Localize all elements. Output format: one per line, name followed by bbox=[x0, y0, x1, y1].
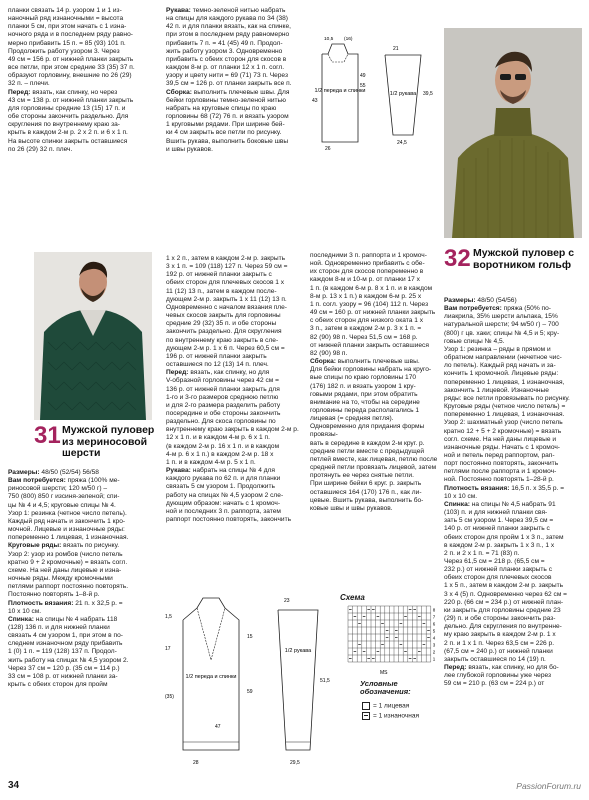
text-line: кончить 1 кромочной. Лицевые ряды: bbox=[444, 370, 559, 378]
text-line: му краю закрыть в каждом 2-м р. 1 х bbox=[444, 631, 556, 639]
scheme-ms-label: MS bbox=[380, 670, 388, 676]
top-s1-dim-26: 26 bbox=[325, 146, 331, 152]
text-line: 2 п. и 1 х 1 п. Через 63,5 см = 226 р. bbox=[444, 639, 555, 647]
text-line: цы № 4 и 4,5; круговые спицы № 4. bbox=[8, 501, 116, 509]
model-31-title: Мужской пуловер из мериносовой шерсти bbox=[62, 424, 155, 459]
top-schematic-body-label: 1/2 переда и спинки bbox=[314, 88, 366, 94]
text-line: закрыть оставшиеся по 14 (19) п. bbox=[444, 655, 546, 663]
text-line: Одновременно с началом вязания пле- bbox=[166, 303, 288, 311]
text-line: Для бейки горловины набрать на круго- bbox=[310, 366, 432, 374]
text-line: 42 п. и для планки вязать, как на спинке, bbox=[166, 23, 292, 31]
text-line: лиакрила, 35% шерсти альпака, 15% bbox=[444, 313, 558, 321]
text-line: 3 п., затем в каждом 2-м р. 3 х 1 п. = bbox=[310, 325, 422, 333]
text-line: оставшиеся по 12 (13) 14 п. плеч. bbox=[166, 361, 269, 369]
text-line: по внутреннему краю закрыть в сле- bbox=[166, 336, 279, 344]
top-s1-dim-49: 49 bbox=[360, 73, 366, 79]
text-line: 1 круговыми рядами. При ширине бей- bbox=[166, 121, 285, 129]
text-line: (67,5 см = 240 р.) от нижней планки bbox=[444, 647, 553, 655]
text-line: 11 (12) 13 п., затем в каждом после- bbox=[166, 287, 277, 295]
legend-title: Условные обозначения: bbox=[360, 679, 411, 696]
bottom-s1-dim-17: 17 bbox=[165, 646, 171, 652]
text-line: 1 х 5 п., затем в каждом 2-м р. закрыть bbox=[444, 582, 564, 590]
text-line: жить работу узором 3. Одновременно bbox=[166, 47, 283, 55]
text-line: оставшиеся 164 (170) 176 п., как ли- bbox=[310, 488, 422, 496]
text-line: 8-м р. 13 х 1 п.) в каждом 6-м р. 25 х bbox=[310, 292, 422, 300]
text-line: обратном направлении (нечетное чис- bbox=[444, 354, 562, 362]
text-line: набрать на круговые спицы по краю bbox=[166, 104, 277, 112]
text-line: 196 р. от нижней планки закрыть bbox=[166, 352, 267, 360]
top-s2-dim-39: 39,5 bbox=[423, 91, 433, 97]
text-line: с обеих сторон для низкого оката 1 х bbox=[310, 317, 423, 325]
top-s2-dim-21: 21 bbox=[393, 46, 399, 52]
text-line: Узор 2: узор из ромбов (число петель bbox=[8, 550, 123, 558]
photo-model-32 bbox=[444, 28, 582, 238]
text-line: 3 х 4 (5) п. Одновременно через 62 см = bbox=[444, 590, 568, 598]
text-line: Через 37 см = 120 р. (35 см = 114 р.) bbox=[8, 664, 120, 672]
top-s2-label: 1/2 рукава bbox=[389, 91, 417, 97]
text-line: Одновременно для придания формы провязы- bbox=[310, 423, 425, 439]
text-line: говыми рядами, при этом обратить bbox=[310, 390, 418, 398]
row-number: 3 bbox=[432, 642, 436, 648]
col4 bbox=[444, 297, 584, 689]
text-line: для горловины средние 13 (15) 17 п. и bbox=[8, 104, 126, 112]
text-line: 59 см = 210 р. (63 см = 224 р.) от bbox=[444, 680, 545, 688]
text-line: 12 х 1 п. и в каждом 4-м р. 6 х 1 п. bbox=[166, 434, 270, 442]
text-line: 1 п. согл. узору = 96 (104) 112 п. Через bbox=[310, 300, 429, 308]
text-line: Размеры: 48/50 (54/56) bbox=[444, 297, 517, 304]
text-line: натуральной шерсти; 94 м/50 г) – 700 bbox=[444, 321, 559, 329]
text-line: 1 п. (в каждом 6-м р. 8 х 1 п. и в каждом bbox=[310, 284, 433, 292]
text-line: 140 р. от нижней планки закрыть с bbox=[444, 525, 550, 533]
text-line: крыть в каждом 2-м р. 2 х 2 п. и 6 х 1 п. bbox=[8, 129, 128, 137]
bottom-s2-dim-23: 23 bbox=[284, 598, 290, 604]
legend-item-purl bbox=[362, 712, 419, 720]
row-number: 8 bbox=[432, 607, 436, 613]
text-line: чевых скосов закрыть для горловины bbox=[166, 312, 281, 320]
scheme-title: Схема bbox=[340, 593, 365, 602]
top-s1-dim-55: 55 bbox=[360, 83, 366, 89]
bottom-s1-dim-1-5: 1,5 bbox=[165, 614, 172, 620]
text-line: и для 2-го размера разделить работу bbox=[166, 401, 281, 409]
text-line: все петли, при этом средние 33 (35) 37 п. bbox=[8, 64, 135, 72]
text-line: Через 61,5 см = 218 р. (65,5 см = bbox=[444, 558, 545, 565]
text-line: (800) г цв. хаки; спицы № 4,5 и 5; кру- bbox=[444, 329, 560, 337]
text-line: наночный ряд изнаночными = высота bbox=[8, 15, 124, 23]
text-line: ной. Одновременно прибавить с обе- bbox=[310, 260, 425, 268]
text-line: риносовой шерсти; 120 м/50 г) – bbox=[8, 485, 108, 493]
text-line: говые спицы № 4,5. bbox=[444, 337, 505, 345]
top-s1-dim-10: 10,5 bbox=[324, 37, 334, 42]
text-line: вать в середине в каждом 2-м круг. р. bbox=[310, 439, 425, 447]
text-line: 220 р. (66 см = 234 р.) от нижней план- bbox=[444, 598, 564, 606]
text-line: 136 р. от нижней планки закрыть для bbox=[166, 385, 280, 393]
text-line: связать 4 см узором 1, при этом в по- bbox=[8, 632, 123, 640]
bottom-s1-label: 1/2 переда и спинки bbox=[185, 674, 237, 680]
text-line: 750 (800) 850 г изсиня-зеленой; спи- bbox=[8, 493, 120, 501]
text-line: скругления по внутреннему краю за- bbox=[8, 121, 121, 129]
text-line: 82 (90) 98 п. Через 51,5 см = 168 р. bbox=[310, 333, 418, 341]
text-line: ной. Постоянно повторять 1–28-й р. bbox=[444, 476, 554, 484]
row-number: 4 bbox=[432, 635, 436, 641]
photo-model-31 bbox=[34, 252, 152, 420]
text-line: обеих сторон для плечевых скосов bbox=[444, 574, 552, 582]
text-line: работу на спицах № 4,5 узором 2 сле- bbox=[166, 491, 284, 499]
text-line: лее глубокой горловины уже через bbox=[444, 672, 552, 680]
text-line: и швы рукавов. bbox=[166, 145, 213, 153]
text-line: 10 х 10 см. bbox=[8, 607, 42, 615]
text-line: горловины 68 (72) 76 п. и вязать узором bbox=[166, 113, 289, 121]
text-line: мочной. Лицевые и изнаночные ряды: bbox=[8, 526, 125, 534]
text-line: Круговые ряды (четное число петель) = bbox=[444, 403, 566, 411]
text-line: каждом 8-м р. от планки 12 х 1 п. согл. bbox=[166, 64, 285, 72]
text-line: Узор 2: шахматный узор (число петель bbox=[444, 419, 563, 427]
model-32-number: 32 bbox=[444, 245, 471, 272]
bottom-s1-dim-15: 15 bbox=[247, 634, 253, 640]
text-line: 4-м р. 6 х 1 п.) в каждом 2-м р. 18 х bbox=[166, 450, 274, 458]
text-line: 33 см = 108 р. от нижней планки за- bbox=[8, 672, 118, 680]
text-line: Сборка: выполнить плечевые швы. bbox=[310, 358, 420, 366]
text-line: 232 р.) от нижней планки закрыть с bbox=[444, 566, 552, 574]
bottom-s2-dim-51-5: 51,5 bbox=[320, 678, 330, 684]
text-line: лицевая (= средняя петля). bbox=[310, 415, 394, 423]
text-line: попеременно 1 лицевая, 1 изнаночная, bbox=[444, 378, 565, 386]
text-line: петлей вместе, как лицевая, петлю после bbox=[310, 455, 438, 463]
text-line: Вшить рукава, выполнить боковые швы bbox=[166, 137, 289, 145]
knit-symbol-icon bbox=[362, 702, 370, 710]
legend-purl-label: = 1 изнаночная bbox=[373, 712, 420, 720]
bottom-s1-dim-37: 47 bbox=[215, 724, 221, 730]
text-line: ной и последних 3 п. раппорта, затем bbox=[166, 507, 281, 515]
text-line: в каждом 2-м р. закрыть 1 х 3 п., 1 х bbox=[444, 541, 555, 549]
text-line: дующем 2-м р. 1 х 6 п. Через 60,5 см = bbox=[166, 344, 285, 352]
text-line: Постоянно повторять 1–8-й р. bbox=[8, 591, 100, 599]
text-line: Перед: вязать, как спинку, но для бо- bbox=[444, 664, 559, 672]
text-line: 43 см = 138 р. от нижней планки закрыть bbox=[8, 96, 134, 104]
text-line: 1 (0) 1 п. = 119 (128) 137 п. Продол- bbox=[8, 648, 117, 656]
text-line: Перед: вязать, как спинку, но через bbox=[8, 88, 118, 96]
text-line: петлями раппорт постоянно повторять. bbox=[8, 583, 129, 591]
text-line: дующим образом: начать с 1 кромоч- bbox=[166, 499, 281, 507]
text-line: порт постоянно повторять, закончить bbox=[444, 460, 559, 468]
text-line: Узор 1: резинка (четное число петель). bbox=[8, 509, 127, 517]
row-number: 2 bbox=[432, 649, 436, 655]
text-line: каждом 8-м и 10-м р. от планки 17 х bbox=[310, 276, 420, 284]
text-line: на спицы для каждого рукава по 34 (38) bbox=[166, 15, 288, 23]
text-line: дельно. Для скругления по внутренне- bbox=[444, 623, 562, 631]
text-line: узору и цвету нити = 69 (71) 73 п. Через bbox=[166, 72, 288, 80]
bottom-s2-label: 1/2 рукава bbox=[284, 648, 312, 654]
col1-top bbox=[8, 7, 156, 154]
top-s1-dim-16: (16) bbox=[344, 37, 353, 42]
text-line: образуют горловину, внешние по 26 (29) bbox=[8, 72, 132, 80]
text-line: посередине и обе стороны закончить bbox=[166, 409, 281, 417]
bottom-s1-dim-28: 28 bbox=[193, 760, 199, 766]
text-line: 39,5 см = 126 р. от планки закрыть все п. bbox=[166, 80, 292, 88]
text-line: Перед: вязать, как спинку, но для bbox=[166, 369, 270, 377]
page-number: 34 bbox=[8, 780, 20, 791]
text-line: ло петель). Каждый ряд начать и за- bbox=[444, 362, 556, 370]
text-line: 32 п. – плечи. bbox=[8, 80, 50, 88]
text-line: ки 4 см закрыть все петли по рисунку. bbox=[166, 129, 282, 137]
text-line: Рукава: набрать на спицы № 4 для bbox=[166, 467, 275, 475]
text-line: 49 см = 160 р. от нижней планки закрыть bbox=[310, 309, 436, 317]
text-line: от нижней планки закрыть оставшиеся bbox=[310, 341, 429, 349]
top-schematic-body bbox=[310, 32, 370, 152]
text-line: попеременно 1 лицевая, 1 изнаночная. bbox=[444, 411, 565, 419]
text-line: 82 (90) 98 п. bbox=[310, 349, 348, 357]
text-line: Сборка: выполнить плечевые швы. Для bbox=[166, 88, 290, 96]
text-line: 192 р. от нижней планки закрыть с bbox=[166, 271, 272, 279]
text-line: крыть с обеих сторон для пройм bbox=[8, 681, 108, 689]
text-line: (в каждом 2-м р. 16 х 1 п. и в каждом bbox=[166, 442, 280, 450]
text-line: вые спицы по краю горловины 170 bbox=[310, 374, 417, 382]
text-line: Вам потребуется: пряжа (50% по- bbox=[444, 305, 551, 313]
text-line: попеременно 1 лицевая, 1 изнаночная. bbox=[8, 534, 129, 542]
text-line: Узор 1: резинка – ряды в прямом и bbox=[444, 345, 551, 353]
text-line: Каждый ряд начать и закончить 1 кро- bbox=[8, 517, 126, 525]
text-line: ной и петель перед раппортом, рап- bbox=[444, 451, 555, 459]
text-line: закончить раздельно. Для скругления bbox=[166, 328, 282, 336]
model-32-title: Мужской пуловер с воротником гольф bbox=[473, 247, 575, 271]
col2-bottom bbox=[166, 255, 306, 524]
text-line: Вам потребуется: пряжа (100% ме- bbox=[8, 477, 120, 485]
text-line: мерно прибавить 15 п. = 85 (93) 101 п. bbox=[8, 39, 126, 47]
text-line: ки закрыть для горловины средние 23 bbox=[444, 606, 561, 614]
text-line: (29) п. и обе стороны закончить раз- bbox=[444, 615, 556, 623]
text-line: обеих сторон для пройм 1 х 3 п., затем bbox=[444, 533, 564, 541]
legend-knit-label: = 1 лицевая bbox=[373, 702, 410, 710]
col1-bottom bbox=[8, 469, 158, 689]
text-line: согл. схеме. На ней даны лицевые и bbox=[444, 435, 556, 443]
text-line: обе стороны закончить раздельно. Для bbox=[8, 113, 129, 121]
bottom-schematic-body bbox=[163, 588, 268, 770]
text-line: бейки горловины темно-зеленой нитью bbox=[166, 96, 286, 104]
text-line: ковые швы и швы рукавов. bbox=[310, 504, 393, 512]
text-line: Спинка: на спицы № 4,5 набрать 91 bbox=[444, 500, 556, 508]
text-line: Круговые ряды: вязать по рисунку. bbox=[8, 542, 120, 550]
text-line: планки 5 см, при этом начать с 1 изна- bbox=[8, 23, 127, 31]
text-line: 3 х 1 п. = 109 (118) 127 п. Через 59 см = bbox=[166, 263, 288, 271]
text-line: 2 п. и 2 х 1 п. = 71 (83) п. bbox=[444, 549, 520, 557]
watermark: PassionForum.ru bbox=[516, 781, 581, 791]
text-line: горловины переда располагались 1 bbox=[310, 406, 420, 414]
text-line: Плотность вязания: 16,5 п. х 35,5 р. = bbox=[444, 484, 565, 492]
text-line: обеих сторон для плечевых скосов 1 х bbox=[166, 279, 285, 287]
text-line: прибавить с обеих сторон для скосов в bbox=[166, 55, 287, 63]
bottom-s1-dim-59: 59 bbox=[247, 689, 253, 695]
bottom-s2-dim-29-5: 29,5 bbox=[290, 760, 300, 766]
top-schematic-sleeve bbox=[375, 40, 440, 150]
bottom-schematic-sleeve bbox=[270, 592, 332, 770]
text-line: дующем 2-м р. закрыть 1 х 11 (12) 13 п. bbox=[166, 295, 287, 303]
text-line: средние петли вместе с предыдущей bbox=[310, 447, 425, 455]
text-line: протянуть ее через снятые петли. bbox=[310, 472, 414, 480]
text-line: Плотность вязания: 21 п. х 32,5 р. = bbox=[8, 599, 123, 607]
model-31-number: 31 bbox=[34, 422, 61, 449]
text-line: Рукава: темно-зеленой нитью набрать bbox=[166, 7, 286, 14]
text-line: при этом в последнем ряду равномерно bbox=[166, 31, 290, 39]
text-line: ряды: все петли провязывать по рисунку. bbox=[444, 394, 570, 402]
text-line: внутреннему краю закрыть в каждом 2-м р. bbox=[166, 426, 299, 434]
text-line: раздельно. Для скоса горловины по bbox=[166, 418, 276, 426]
row-number: 1 bbox=[432, 656, 436, 662]
text-line: каждого рукава по 62 п. и для планки bbox=[166, 475, 281, 483]
text-line: последними 3 п. раппорта и 1 кромоч- bbox=[310, 252, 427, 259]
text-line: (103) п. и для нижней планки свя- bbox=[444, 509, 548, 517]
text-line: 1 х 2 п., затем в каждом 2-м р. закрыть bbox=[166, 255, 286, 262]
scheme-grid bbox=[340, 604, 438, 676]
top-s2-dim-24: 24,5 bbox=[397, 140, 407, 146]
text-line: их сторон для скосов попеременно в bbox=[310, 268, 424, 276]
text-line: схеме. На ней даны лицевые и изна- bbox=[8, 566, 122, 574]
col3-bottom bbox=[310, 252, 438, 513]
row-number: 7 bbox=[432, 614, 436, 620]
bottom-s1-dim-42: (35) bbox=[165, 694, 174, 700]
text-line: кратно 12 + 5 + 2 кромочные) = вязать bbox=[444, 427, 562, 435]
text-line: средние 29 (32) 35 п. и обе стороны bbox=[166, 320, 277, 328]
row-number: 6 bbox=[432, 621, 436, 627]
purl-symbol-icon bbox=[362, 712, 370, 720]
legend-item-knit bbox=[362, 702, 409, 710]
row-number: 5 bbox=[432, 628, 436, 634]
col2-top bbox=[166, 7, 306, 154]
text-line: (128) 136 п. и для нижней планки bbox=[8, 623, 110, 631]
text-line: Спинка: на спицы № 4 набрать 118 bbox=[8, 615, 118, 623]
text-line: ночные ряды. Между кромочными bbox=[8, 575, 113, 583]
text-line: закончить 1 лицевой. Изнаночные bbox=[444, 386, 549, 394]
text-line: связать 5 см узором 1. Продолжить bbox=[166, 483, 275, 491]
text-line: При ширине бейки 6 круг. р. закрыть bbox=[310, 480, 422, 488]
text-line: цевые. Вшить рукава, выполнить бо- bbox=[310, 496, 424, 504]
text-line: по 26 (29) 32 п. плеч. bbox=[8, 145, 73, 153]
text-line: Размеры: 48/50 (52/54) 56/58 bbox=[8, 469, 99, 476]
text-line: 10 х 10 см. bbox=[444, 492, 478, 500]
text-line: прибавить 7 п. = 41 (45) 49 п. Продол- bbox=[166, 39, 283, 47]
text-line: жить работу на спицах № 4,5 узором 2. bbox=[8, 656, 129, 664]
text-line: внимание на то, чтобы на середине bbox=[310, 398, 420, 406]
text-line: ночного ряда и в последнем ряду равно- bbox=[8, 31, 133, 39]
text-line: зать 5 см узором 1. Через 39,5 см = bbox=[444, 517, 554, 525]
text-line: кратно 9 + 2 кромочные) = вязать согл. bbox=[8, 558, 128, 566]
text-line: V-образной горловины через 42 см = bbox=[166, 377, 279, 385]
text-line: 1 п. и в каждом 4-м р. 5 х 1 п. bbox=[166, 458, 256, 466]
text-line: средней петли провязать лицевой, затем bbox=[310, 464, 437, 472]
text-line: (176) 182 п. и вязать узором 1 кру- bbox=[310, 382, 416, 390]
text-line: На высоте спинки закрыть оставшиеся bbox=[8, 137, 128, 145]
text-line: Продолжить работу узором 3. Через bbox=[8, 47, 120, 55]
text-line: изнаночные ряды. Начать с 1 кромоч- bbox=[444, 443, 560, 451]
top-s1-dim-43: 43 bbox=[312, 98, 318, 104]
text-line: планки связать 14 р. узором 1 и 1 из- bbox=[8, 7, 122, 14]
text-line: 1-го и 3-го размеров среднюю петлю bbox=[166, 393, 279, 401]
text-line: петлями после раппорта и 1 кромоч- bbox=[444, 468, 557, 476]
text-line: раппорт постоянно повторять, закончить bbox=[166, 516, 292, 523]
text-line: следнем изнаночном ряду прибавить bbox=[8, 640, 123, 648]
text-line: 49 см = 156 р. от нижней планки закрыть bbox=[8, 55, 134, 63]
